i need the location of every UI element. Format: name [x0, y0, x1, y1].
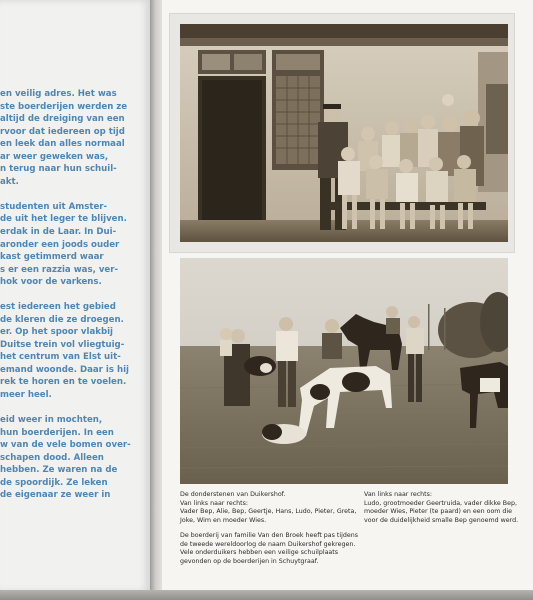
text-line: en veilig adres. Het was: [0, 89, 117, 99]
text-line: s er een razzia was, ver-: [0, 264, 119, 275]
caption-title: De donderstenen van Duikershof.: [180, 491, 286, 498]
text-line: est iedereen het gebied: [0, 302, 116, 313]
text-line: schapen dood. Alleen: [0, 452, 104, 463]
caption-line: Ludo, grootmoeder Geertruida, vader dikke Bep,: [364, 499, 517, 507]
text-line: de spoordijk. Ze leken: [0, 477, 108, 488]
text-line: ar weer geweken was,: [0, 151, 109, 162]
caption-line: moeder Wies, Pieter (te paard) en een oom die: [364, 508, 513, 516]
text-line: ste boerderijen werden ze: [0, 101, 128, 112]
left-page: [0, 0, 152, 592]
text-line: aronder een joods ouder: [0, 239, 120, 250]
text-line: emand woonde. Daar is hij: [0, 364, 129, 375]
caption-note-line: Vele onderduikers hebben een veilige schuilplaats: [180, 549, 339, 557]
text-line: altijd de dreiging van een: [0, 114, 125, 125]
text-line: erdak in de Laar. In Dui-: [0, 226, 117, 237]
text-line: de uit het leger te blijven.: [0, 214, 127, 225]
text-line: rvoor dat iedereen op tijd: [0, 126, 125, 137]
text-line: rek te horen en te voelen.: [0, 377, 127, 388]
text-line: hun boerderijen. In een: [0, 427, 114, 438]
caption-names-line: Vader Bep, Alie, Bep, Geertje, Hans, Ludo, Pieter, Greta,: [180, 508, 357, 516]
text-line: n terug naar hun schuil-: [0, 164, 117, 175]
caption-line: voor de duidelijkheid smalle Bep genoemd werd.: [364, 517, 519, 525]
caption-intro: Van links naar rechts:: [180, 499, 249, 507]
caption-note-line: de tweede wereldoorlog de naam Duikershof gekregen.: [180, 540, 356, 548]
text-line: akt.: [0, 176, 19, 187]
text-line: kast getimmerd waar: [0, 252, 104, 263]
text-line: er. Op het spoor vlakbij: [0, 327, 114, 338]
text-line: hebben. Ze waren na de: [0, 465, 118, 476]
text-paragraph: [0, 88, 150, 188]
caption-note-line: gevonden op de boerderijen in Schuytgraaf.: [180, 557, 319, 565]
text-line: het centrum van Elst uit-: [0, 352, 121, 363]
caption-names-line: Joke, Wim en moeder Wies.: [180, 517, 267, 525]
text-line: studenten uit Amster-: [0, 201, 108, 212]
text-paragraph: [0, 414, 150, 502]
family-photo-farmhouse: [180, 24, 508, 242]
caption-intro: Van links naar rechts:: [364, 491, 433, 498]
book-bottom-edge: [0, 590, 533, 600]
text-line: w van de vele bomen over-: [0, 440, 131, 451]
text-paragraph: [0, 201, 150, 289]
text-line: hok voor de varkens.: [0, 277, 102, 288]
field-photo-horse-cows: [180, 258, 508, 484]
text-line: meer heel.: [0, 390, 52, 401]
text-line: de eigenaar ze weer in: [0, 490, 111, 501]
caption-note-line: De boerderij van familie Van den Broek heeft pas tijdens: [180, 531, 359, 539]
caption-left: [180, 491, 359, 567]
text-line: Duitse trein vol vliegtuig-: [0, 339, 125, 350]
text-paragraph: [0, 301, 150, 401]
caption-right: [364, 491, 524, 526]
text-line: en leek dan alles normaal: [0, 139, 125, 150]
left-page-text: [0, 88, 150, 514]
text-line: de kleren die ze droegen.: [0, 314, 124, 325]
text-line: eid weer in mochten,: [0, 415, 103, 426]
